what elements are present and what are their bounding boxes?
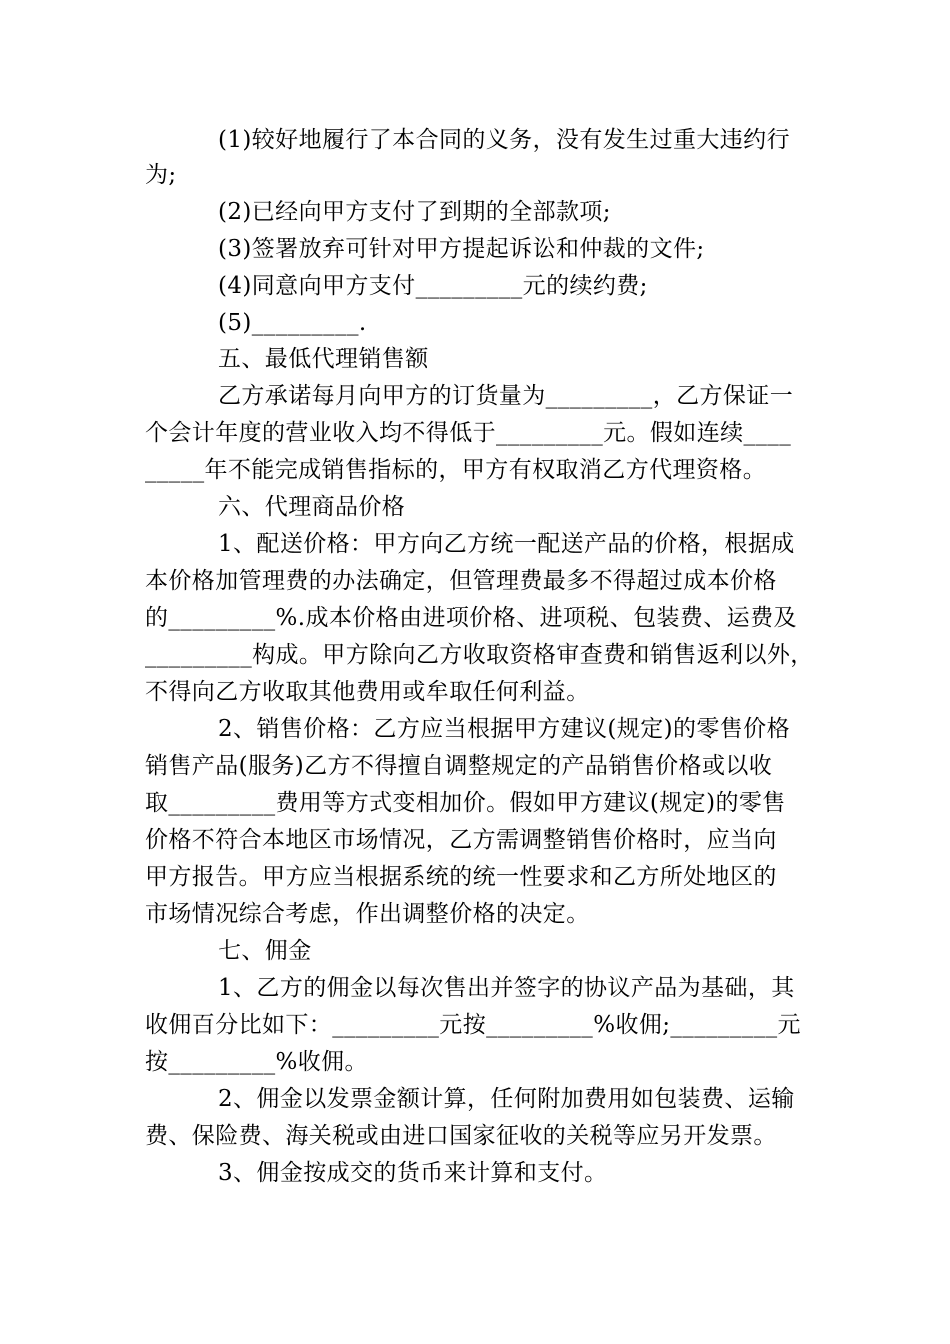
text-line: 3、佣金按成交的货币来计算和支付。: [218, 1160, 608, 1186]
text-line: 收佣百分比如下：_________元按_________%收佣;_________元: [145, 1012, 801, 1038]
text-line: _____年不能完成销售指标的，甲方有权取消乙方代理资格。: [145, 457, 767, 483]
text-line: (2)已经向甲方支付了到期的全部款项;: [218, 199, 611, 225]
text-line: 价格不符合本地区市场情况，乙方需调整销售价格时，应当向: [145, 827, 777, 853]
text-line: 市场情况综合考虑，作出调整价格的决定。: [145, 901, 590, 927]
text-line: (3)签署放弃可针对甲方提起诉讼和仲裁的文件;: [218, 236, 705, 262]
text-line: 按_________%收佣。: [145, 1049, 368, 1075]
text-line: 销售产品(服务)乙方不得擅自调整规定的产品销售价格或以收: [145, 753, 773, 779]
text-line: 甲方报告。甲方应当根据系统的统一性要求和乙方所处地区的: [145, 864, 777, 890]
text-line: 乙方承诺每月向甲方的订货量为_________，乙方保证一: [218, 383, 794, 409]
text-line: 2、佣金以发票金额计算，任何附加费用如包装费、运输: [218, 1086, 795, 1112]
text-line: 1、乙方的佣金以每次售出并签字的协议产品为基础，其: [218, 975, 795, 1001]
text-line: 取_________费用等方式变相加价。假如甲方建议(规定)的零售: [145, 790, 786, 816]
text-line: 不得向乙方收取其他费用或牟取任何利益。: [145, 679, 590, 705]
text-line: (5)_________.: [218, 310, 367, 336]
text-line: _________构成。甲方除向乙方收取资格审查费和销售返利以外，: [145, 642, 814, 668]
text-line: 2、销售价格：乙方应当根据甲方建议(规定)的零售价格: [218, 716, 790, 742]
text-line: (4)同意向甲方支付_________元的续约费;: [218, 273, 648, 299]
text-line: 本价格加管理费的办法确定，但管理费最多不得超过成本价格: [145, 568, 777, 594]
text-line: (1)较好地履行了本合同的义务，没有发生过重大违约行: [218, 127, 790, 153]
text-line: 的_________%.成本价格由进项价格、进项税、包装费、运费及: [145, 605, 797, 631]
text-line: 1、配送价格：甲方向乙方统一配送产品的价格，根据成: [218, 531, 795, 557]
text-line: 费、保险费、海关税或由进口国家征收的关税等应另开发票。: [145, 1123, 777, 1149]
text-line: 个会计年度的营业收入均不得低于_________元。假如连续____: [145, 420, 792, 446]
section-heading: 七、佣金: [218, 938, 312, 964]
text-line: 为;: [145, 162, 177, 188]
section-heading: 六、代理商品价格: [218, 494, 406, 520]
section-heading: 五、最低代理销售额: [218, 346, 429, 372]
